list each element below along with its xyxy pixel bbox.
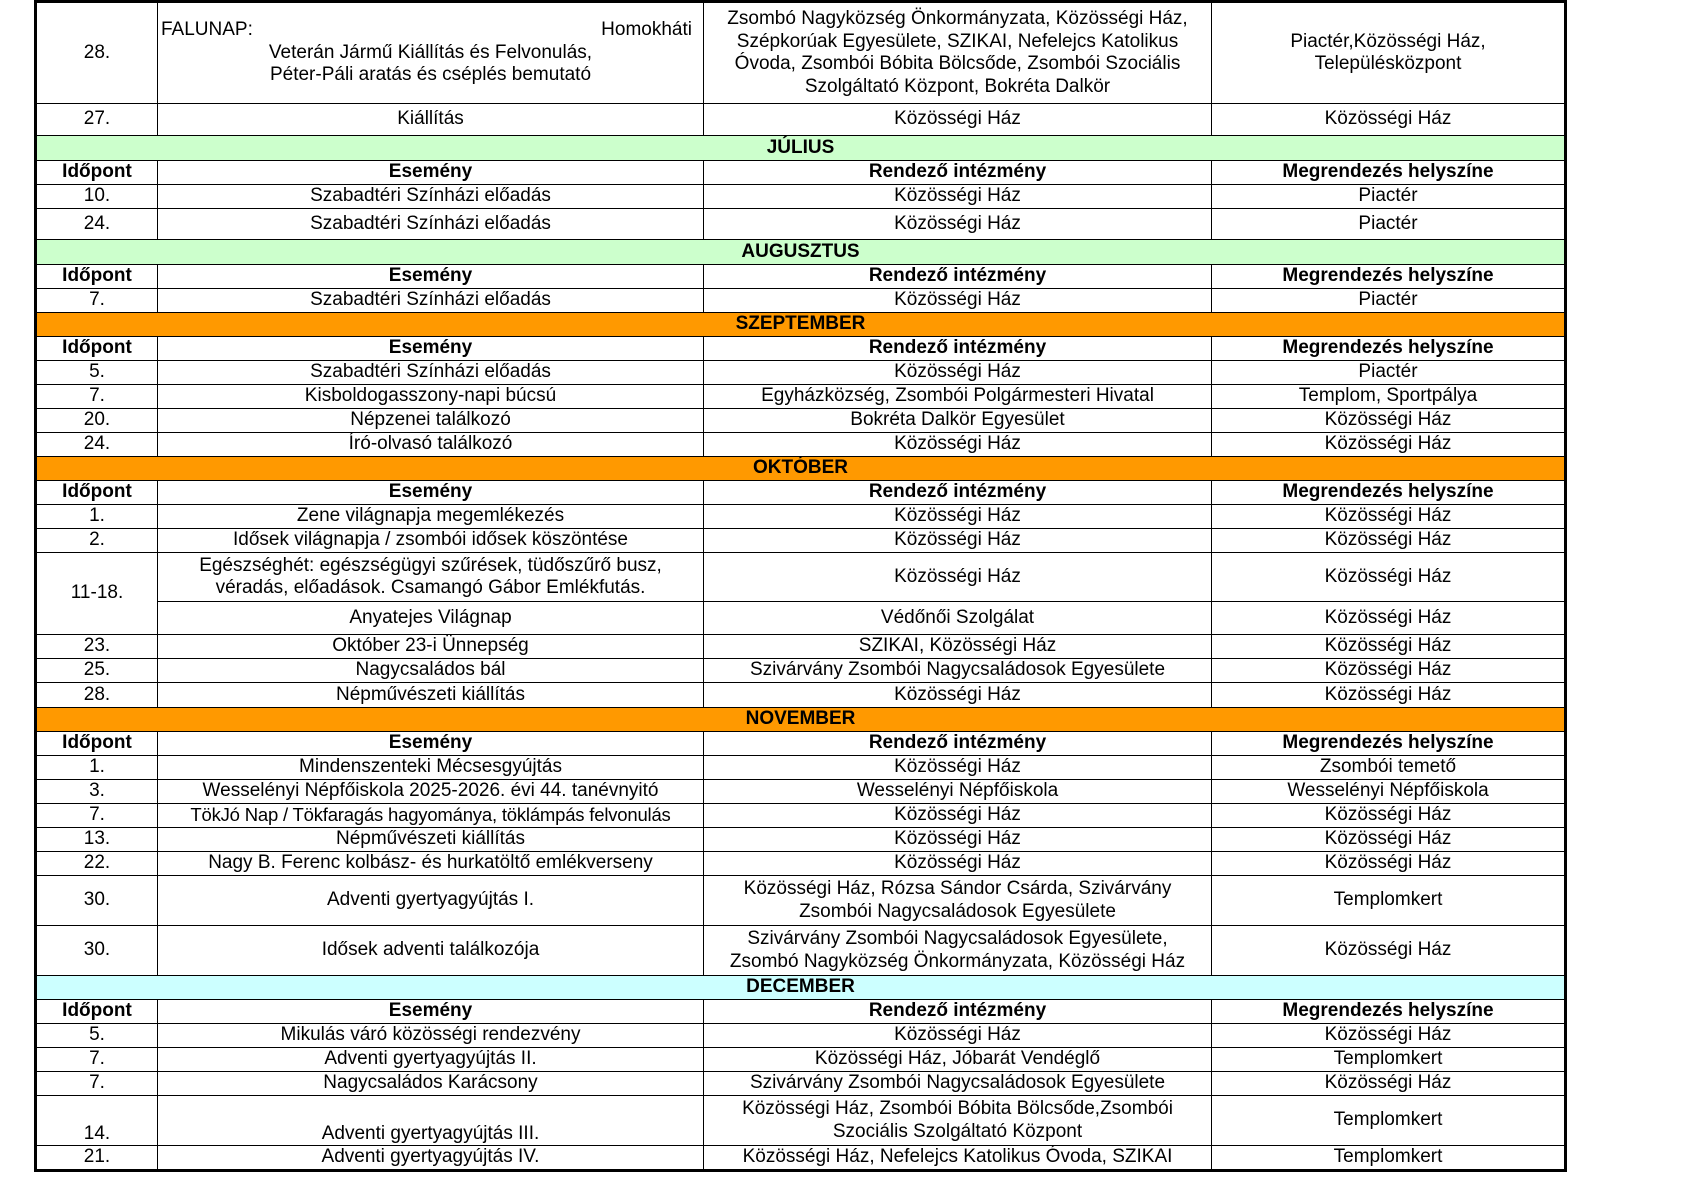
organizer-cell: Közösségi Ház — [704, 828, 1212, 852]
organizer-cell: Közösségi Ház — [704, 804, 1212, 828]
month-header-december — [36, 976, 1566, 1000]
event-cell: Nagycsaládos bál — [158, 659, 704, 683]
table-row — [36, 852, 1566, 876]
header-date: Időpont — [36, 1000, 158, 1024]
organizer-cell — [704, 926, 1212, 976]
date-cell: 5. — [36, 361, 158, 385]
table-row — [36, 828, 1566, 852]
date-cell: 20. — [36, 409, 158, 433]
organizer-cell: Bokréta Dalkör Egyesület — [704, 409, 1212, 433]
table-row — [36, 529, 1566, 553]
date-cell: 7. — [36, 1072, 158, 1096]
table-row — [36, 104, 1566, 136]
event-cell: Zene világnapja megemlékezés — [158, 505, 704, 529]
organizer-cell: Közösségi Ház, Nefelejcs Katolikus Óvoda, SZIKAI — [704, 1146, 1212, 1171]
venue-cell: Közösségi Ház — [1212, 659, 1566, 683]
month-header-july — [36, 136, 1566, 161]
date-cell: 28. — [36, 2, 158, 104]
table-row — [36, 926, 1566, 976]
month-name: SZEPTEMBER — [36, 313, 1566, 337]
event-line: véradás, előadások. Csamangó Gábor Emlékfutás. — [215, 577, 646, 598]
date-cell: 1. — [36, 756, 158, 780]
event-cell: Nagycsaládos Karácsony — [158, 1072, 704, 1096]
month-name: AUGUSZTUS — [36, 240, 1566, 265]
table-row — [36, 185, 1566, 209]
column-header-row — [36, 161, 1566, 185]
event-cell: Október 23-i Ünnepség — [158, 635, 704, 659]
table-row — [36, 602, 1566, 635]
table-row — [36, 1096, 1566, 1146]
event-cell: Adventi gyertyagyújtás III. — [158, 1096, 704, 1146]
organizer-cell: Közösségi Ház, Jóbarát Vendéglő — [704, 1048, 1212, 1072]
venue-cell: Közösségi Ház — [1212, 683, 1566, 708]
venue-cell: Templomkert — [1212, 876, 1566, 926]
venue-cell: Közösségi Ház — [1212, 828, 1566, 852]
venue-cell: Közösségi Ház — [1212, 553, 1566, 602]
date-cell: 13. — [36, 828, 158, 852]
venue-cell: Közösségi Ház — [1212, 602, 1566, 635]
venue-cell: Templom, Sportpálya — [1212, 385, 1566, 409]
organizer-cell: Közösségi Ház — [704, 683, 1212, 708]
date-cell: 2. — [36, 529, 158, 553]
date-cell: 28. — [36, 683, 158, 708]
venue-cell: Közösségi Ház — [1212, 926, 1566, 976]
venue-cell: Piactér — [1212, 209, 1566, 240]
event-cell: Adventi gyertyagyújtás I. — [158, 876, 704, 926]
date-cell: 25. — [36, 659, 158, 683]
header-date: Időpont — [36, 481, 158, 505]
organizer-cell — [704, 2, 1212, 104]
date-cell: 1. — [36, 505, 158, 529]
event-cell: Népművészeti kiállítás — [158, 683, 704, 708]
venue-cell: Közösségi Ház — [1212, 804, 1566, 828]
table-row — [36, 385, 1566, 409]
organizer-cell: Közösségi Ház — [704, 505, 1212, 529]
month-name: JÚLIUS — [36, 136, 1566, 161]
organizer-cell: Közösségi Ház — [704, 756, 1212, 780]
month-name: OKTÓBER — [36, 457, 1566, 481]
table-row — [36, 659, 1566, 683]
organizer-line: Zsombói Nagycsaládosok Egyesülete — [799, 900, 1116, 922]
header-event: Esemény — [158, 161, 704, 185]
header-date: Időpont — [36, 161, 158, 185]
month-header-september — [36, 313, 1566, 337]
date-cell: 23. — [36, 635, 158, 659]
table-row — [36, 1048, 1566, 1072]
column-header-row — [36, 481, 1566, 505]
event-cell: Népművészeti kiállítás — [158, 828, 704, 852]
date-cell: 7. — [36, 804, 158, 828]
event-cell: Mindenszenteki Mécsesgyújtás — [158, 756, 704, 780]
venue-cell: Közösségi Ház — [1212, 505, 1566, 529]
event-line: Veterán Jármű Kiállítás és Felvonulás, — [268, 41, 593, 63]
event-cell: Mikulás váró közösségi rendezvény — [158, 1024, 704, 1048]
table-row — [36, 780, 1566, 804]
table-row — [36, 683, 1566, 708]
month-name: NOVEMBER — [36, 708, 1566, 732]
event-cell: Kiállítás — [158, 104, 704, 136]
header-organizer: Rendező intézmény — [704, 161, 1212, 185]
organizer-cell — [704, 1096, 1212, 1146]
venue-cell: Templomkert — [1212, 1048, 1566, 1072]
event-cell: Szabadtéri Színházi előadás — [158, 185, 704, 209]
table-row — [36, 1072, 1566, 1096]
date-cell: 30. — [36, 926, 158, 976]
event-cell: Nagy B. Ferenc kolbász- és hurkatöltő emlékverseny — [158, 852, 704, 876]
venue-cell: Közösségi Ház — [1212, 1024, 1566, 1048]
header-venue: Megrendezés helyszíne — [1212, 732, 1566, 756]
date-cell: 27. — [36, 104, 158, 136]
organizer-line: Szivárvány Zsombói Nagycsaládosok Egyesülete, — [747, 928, 1168, 949]
date-cell: 5. — [36, 1024, 158, 1048]
header-event: Esemény — [158, 732, 704, 756]
organizer-cell: Közösségi Ház — [704, 289, 1212, 313]
venue-cell: Piactér — [1212, 361, 1566, 385]
header-venue: Megrendezés helyszíne — [1212, 265, 1566, 289]
organizer-cell: Közösségi Ház — [704, 1024, 1212, 1048]
date-cell: 24. — [36, 209, 158, 240]
header-venue: Megrendezés helyszíne — [1212, 161, 1566, 185]
organizer-cell: Közösségi Ház — [704, 185, 1212, 209]
event-cell: Idősek adventi találkozója — [158, 926, 704, 976]
venue-line: Piactér,Közösségi Ház, — [1290, 30, 1486, 52]
header-organizer: Rendező intézmény — [704, 732, 1212, 756]
organizer-line: Zsombó Nagyközség Önkormányzata, Közösségi Ház, — [727, 8, 1188, 29]
organizer-cell: Szivárvány Zsombói Nagycsaládosok Egyesülete — [704, 1072, 1212, 1096]
event-cell: Idősek világnapja / zsombói idősek köszöntése — [158, 529, 704, 553]
header-event: Esemény — [158, 1000, 704, 1024]
date-cell: 14. — [36, 1096, 158, 1146]
date-cell: 7. — [36, 1048, 158, 1072]
header-venue: Megrendezés helyszíne — [1212, 1000, 1566, 1024]
header-event: Esemény — [158, 337, 704, 361]
venue-cell: Piactér — [1212, 289, 1566, 313]
header-organizer: Rendező intézmény — [704, 1000, 1212, 1024]
date-cell: 10. — [36, 185, 158, 209]
header-event: Esemény — [158, 265, 704, 289]
date-cell: 3. — [36, 780, 158, 804]
event-label: FALUNAP: — [161, 19, 253, 41]
organizer-cell — [704, 876, 1212, 926]
header-venue: Megrendezés helyszíne — [1212, 337, 1566, 361]
event-cell: Szabadtéri Színházi előadás — [158, 289, 704, 313]
event-cell — [158, 553, 704, 602]
organizer-cell: Közösségi Ház — [704, 361, 1212, 385]
event-line: Péter-Páli aratás és cséplés bemutató — [269, 64, 592, 86]
organizer-line: Szociális Szolgáltató Központ — [832, 1120, 1083, 1142]
header-date: Időpont — [36, 337, 158, 361]
event-cell: Adventi gyertyagyújtás II. — [158, 1048, 704, 1072]
header-event: Esemény — [158, 481, 704, 505]
organizer-line: Közösségi Ház, Rózsa Sándor Csárda, Szivárvány — [743, 878, 1172, 899]
venue-cell: Közösségi Ház — [1212, 529, 1566, 553]
table-row — [36, 409, 1566, 433]
organizer-line: Szépkorúak Egyesülete, SZIKAI, Nefelejcs Katolikus — [736, 30, 1179, 52]
header-organizer: Rendező intézmény — [704, 481, 1212, 505]
table-row — [36, 804, 1566, 828]
organizer-line: Zsombó Nagyközség Önkormányzata, Közösségi Ház — [729, 950, 1186, 972]
table-row — [36, 289, 1566, 313]
header-date: Időpont — [36, 265, 158, 289]
date-cell: 7. — [36, 385, 158, 409]
event-line: Egészséghét: egészségügyi szűrések, tüdőszűrő busz, — [199, 554, 662, 576]
column-header-row — [36, 732, 1566, 756]
venue-cell: Templomkert — [1212, 1146, 1566, 1171]
organizer-cell: Egyházközség, Zsombói Polgármesteri Hivatal — [704, 385, 1212, 409]
table-row — [36, 635, 1566, 659]
table-row — [36, 876, 1566, 926]
event-cell: Népzenei találkozó — [158, 409, 704, 433]
table-row — [36, 756, 1566, 780]
venue-cell: Templomkert — [1212, 1096, 1566, 1146]
venue-line: Településközpont — [1314, 53, 1462, 74]
venue-cell: Közösségi Ház — [1212, 104, 1566, 136]
date-cell: 11-18. — [36, 553, 158, 635]
organizer-cell: SZIKAI, Közösségi Ház — [704, 635, 1212, 659]
organizer-line: Óvoda, Zsombói Bóbita Bölcsőde, Zsombói Szociális — [734, 53, 1181, 74]
date-cell: 24. — [36, 433, 158, 457]
event-cell: TökJó Nap / Tökfaragás hagyománya, töklámpás felvonulás — [158, 804, 704, 828]
column-header-row — [36, 337, 1566, 361]
month-header-august — [36, 240, 1566, 265]
venue-cell: Közösségi Ház — [1212, 409, 1566, 433]
table-row — [36, 553, 1566, 602]
month-header-october — [36, 457, 1566, 481]
event-cell: Adventi gyertyagyújtás IV. — [158, 1146, 704, 1171]
header-date: Időpont — [36, 732, 158, 756]
table-row — [36, 361, 1566, 385]
header-venue: Megrendezés helyszíne — [1212, 481, 1566, 505]
venue-cell: Közösségi Ház — [1212, 852, 1566, 876]
event-cell: Wesselényi Népfőiskola 2025-2026. évi 44. tanévnyitó — [158, 780, 704, 804]
table-row — [36, 1024, 1566, 1048]
venue-cell: Piactér — [1212, 185, 1566, 209]
date-cell: 30. — [36, 876, 158, 926]
venue-cell: Közösségi Ház — [1212, 635, 1566, 659]
venue-cell: Wesselényi Népfőiskola — [1212, 780, 1566, 804]
venue-cell — [1212, 2, 1566, 104]
organizer-cell: Közösségi Ház — [704, 433, 1212, 457]
event-cell: Író-olvasó találkozó — [158, 433, 704, 457]
organizer-cell: Wesselényi Népfőiskola — [704, 780, 1212, 804]
venue-cell: Közösségi Ház — [1212, 1072, 1566, 1096]
table-row — [36, 1146, 1566, 1171]
table-row — [36, 2, 1566, 104]
organizer-cell: Közösségi Ház — [704, 553, 1212, 602]
month-header-november — [36, 708, 1566, 732]
event-location: Homokháti — [601, 19, 692, 41]
table-row — [36, 505, 1566, 529]
column-header-row — [36, 265, 1566, 289]
organizer-line: Szolgáltató Központ, Bokréta Dalkör — [804, 75, 1111, 97]
organizer-cell: Közösségi Ház — [704, 104, 1212, 136]
organizer-cell: Közösségi Ház — [704, 529, 1212, 553]
header-organizer: Rendező intézmény — [704, 337, 1212, 361]
venue-cell: Zsombói temető — [1212, 756, 1566, 780]
date-cell: 22. — [36, 852, 158, 876]
event-cell: Szabadtéri Színházi előadás — [158, 361, 704, 385]
event-cell: Anyatejes Világnap — [158, 602, 704, 635]
organizer-cell: Védőnői Szolgálat — [704, 602, 1212, 635]
table-row — [36, 433, 1566, 457]
date-cell: 21. — [36, 1146, 158, 1171]
header-organizer: Rendező intézmény — [704, 265, 1212, 289]
organizer-line: Közösségi Ház, Zsombói Bóbita Bölcsőde,Zsombói — [742, 1098, 1173, 1119]
event-cell: Kisboldogasszony-napi búcsú — [158, 385, 704, 409]
event-schedule-table — [34, 0, 1567, 1172]
column-header-row — [36, 1000, 1566, 1024]
date-cell: 7. — [36, 289, 158, 313]
table-row — [36, 209, 1566, 240]
organizer-cell: Közösségi Ház — [704, 209, 1212, 240]
organizer-cell: Szivárvány Zsombói Nagycsaládosok Egyesülete — [704, 659, 1212, 683]
month-name: DECEMBER — [36, 976, 1566, 1000]
venue-cell: Közösségi Ház — [1212, 433, 1566, 457]
organizer-cell: Közösségi Ház — [704, 852, 1212, 876]
event-cell — [158, 2, 704, 104]
event-cell: Szabadtéri Színházi előadás — [158, 209, 704, 240]
